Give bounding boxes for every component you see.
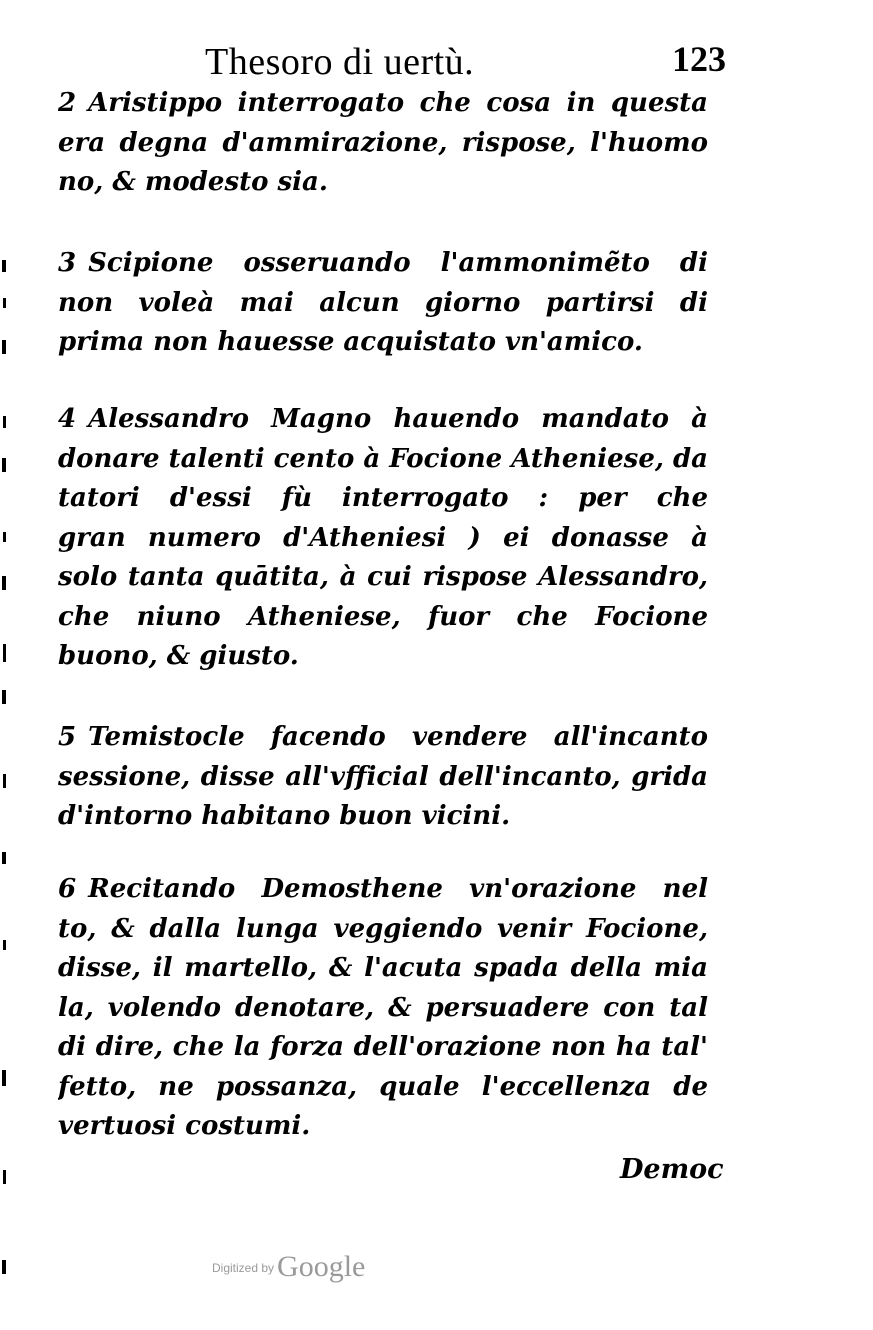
- digitized-by-text: Digitized by: [212, 1261, 275, 1275]
- paragraph-6: [58, 870, 708, 1147]
- paragraph-line: la, volendo denotare, & persuadere con tal: [58, 992, 708, 1023]
- google-logo: Google: [277, 1250, 366, 1283]
- paragraph-line: di dire, che la forza dell'orazione non ha tal': [58, 1032, 708, 1062]
- paragraph-line: disse, il martello, & l'acuta spada della mia: [58, 953, 708, 983]
- ink-speck: [2, 458, 6, 472]
- paragraph-line: no, & modesto sia.: [58, 167, 328, 197]
- ink-speck: [2, 1070, 6, 1086]
- paragraph-line: 5 Temistocle facendo vendere all'incanto: [58, 722, 708, 752]
- paragraph-line: 6 Recitando Demosthene vn'orazione nel: [58, 874, 708, 904]
- paragraph-line: d'intorno habitano buon vicini.: [58, 801, 511, 831]
- ink-speck: [2, 690, 6, 704]
- ink-speck: [3, 298, 6, 308]
- paragraph-number: 3: [58, 248, 77, 278]
- paragraph-4: [58, 400, 708, 677]
- ink-speck: [2, 576, 6, 590]
- ink-speck: [3, 774, 6, 788]
- paragraph-line: che niuno Atheniese, fuor che Focione: [58, 601, 708, 632]
- paragraph-line: buono, & giusto.: [58, 641, 299, 671]
- paragraph-5: [58, 718, 708, 837]
- paragraph-number: 4: [58, 404, 77, 434]
- ink-speck: [2, 260, 6, 272]
- paragraph-number: 6: [58, 874, 77, 904]
- paragraph-line: 3 Scipione osseruando l'ammonimẽto di: [58, 248, 708, 278]
- page-number: 123: [672, 39, 726, 79]
- paragraph-line: prima non hauesse acquistato vn'amico.: [58, 327, 643, 357]
- paragraph-line: fetto, ne possanza, quale l'eccellenza de: [58, 1071, 708, 1102]
- paragraph-line: to, & dalla lunga veggiendo venir Focione,: [58, 913, 708, 944]
- paragraph-line: tatori d'essi fù interrogato : per che: [58, 483, 708, 513]
- ink-speck: [3, 940, 6, 950]
- ink-speck: [2, 852, 6, 864]
- digitized-watermark: [212, 1250, 365, 1284]
- ink-speck: [2, 340, 6, 354]
- paragraph-line: non voleà mai alcun giorno partirsi di: [58, 287, 708, 318]
- paragraph-2: [58, 84, 708, 203]
- ink-speck: [3, 532, 6, 542]
- paragraph-number: 5: [58, 722, 77, 752]
- paragraph-line: gran numero d'Atheniesi ) ei donasse à: [58, 522, 708, 553]
- paragraph-line: era degna d'ammirazione, rispose, l'huomo: [58, 127, 708, 158]
- catchword: Democ: [620, 1154, 724, 1185]
- paragraph-line: vertuosi costumi.: [58, 1111, 311, 1141]
- paragraph-line: solo tanta quātita, à cui rispose Alessandro,: [58, 562, 708, 592]
- paragraph-line: donare talenti cento à Focione Atheniese, da: [58, 443, 708, 474]
- paragraph-3: [58, 244, 708, 363]
- ink-speck: [3, 644, 6, 662]
- paragraph-line: 2 Aristippo interrogato che cosa in questa: [58, 88, 708, 118]
- ink-speck: [2, 1260, 6, 1274]
- paragraph-number: 2: [58, 88, 77, 118]
- paragraph-line: sessione, disse all'vfficial dell'incanto, grida: [58, 761, 708, 792]
- paragraph-line: 4 Alessandro Magno hauendo mandato à: [58, 404, 708, 434]
- running-title: Thesoro di uertù.: [205, 41, 475, 83]
- ink-speck: [3, 1170, 6, 1184]
- ink-speck: [3, 416, 6, 428]
- margin-bleed-marks: [0, 240, 14, 1300]
